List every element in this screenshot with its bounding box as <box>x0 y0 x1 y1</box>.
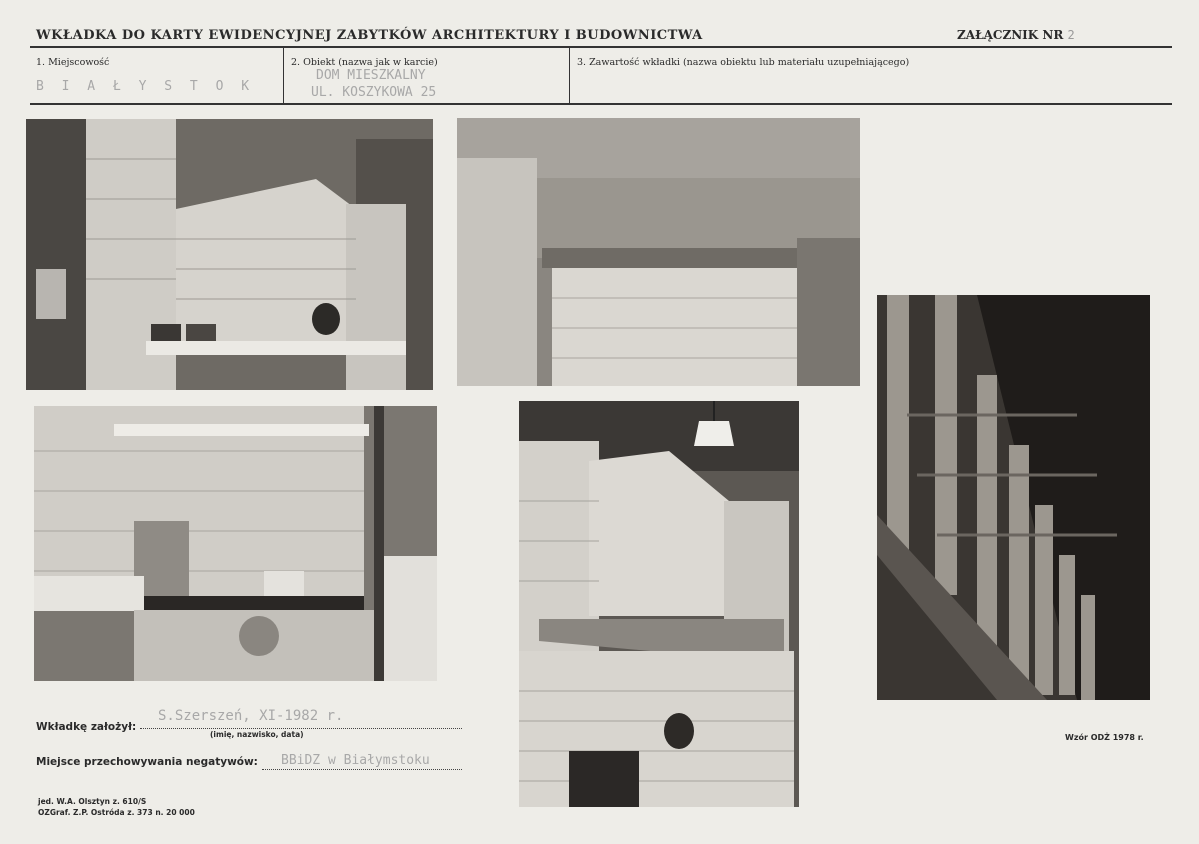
photo-corner-stove-lamp <box>519 401 799 807</box>
annex-number-value: 2 <box>1067 28 1075 42</box>
header-rule-bottom <box>30 103 1172 105</box>
author-hint: (imię, nazwisko, data) <box>210 730 304 739</box>
annex-number <box>957 28 1075 42</box>
storage-label: Miejsce przechowywania negatywów: <box>36 756 258 768</box>
author-dotted-line <box>140 728 462 729</box>
field-divider-1 <box>283 48 284 104</box>
storage-value: BBiDZ w Białymstoku <box>281 753 430 768</box>
field-2-label: 2. Obiekt (nazwa jak w karcie) <box>291 57 438 68</box>
print-info-line1: jed. W.A. Olsztyn z. 610/S <box>38 797 147 806</box>
field-1-label: 1. Miejscowość <box>36 57 110 68</box>
author-value: S.Szerszeń, XI-1982 r. <box>158 708 344 724</box>
field-2-value-line2: UL. KOSZYKOWA 25 <box>311 85 437 100</box>
photo-tiled-stove-hood <box>26 119 433 390</box>
field-3-label: 3. Zawartość wkładki (nazwa obiektu lub materiału uzupełniającego) <box>577 57 910 68</box>
header-rule-top <box>30 46 1172 48</box>
author-label: Wkładkę założył: <box>36 721 137 733</box>
annex-label: ZAŁĄCZNIK NR <box>957 28 1064 42</box>
photo-kitchen-range <box>34 406 437 681</box>
storage-dotted-line <box>262 769 462 770</box>
photo-staircase-balusters <box>877 295 1150 700</box>
field-1-value: B I A Ł Y S T O K <box>36 79 255 94</box>
photo-cornice-wall <box>457 118 860 386</box>
form-pattern-label: Wzór ODŻ 1978 r. <box>1065 733 1144 742</box>
field-2-value-line1: DOM MIESZKALNY <box>316 68 426 83</box>
print-info-line2: OZGraf. Z.P. Ostróda z. 373 n. 20 000 <box>38 808 195 817</box>
field-divider-2 <box>569 48 570 104</box>
card-title: WKŁADKA DO KARTY EWIDENCYJNEJ ZABYTKÓW ARCHITEKTURY I BUDOWNICTWA <box>36 28 703 43</box>
